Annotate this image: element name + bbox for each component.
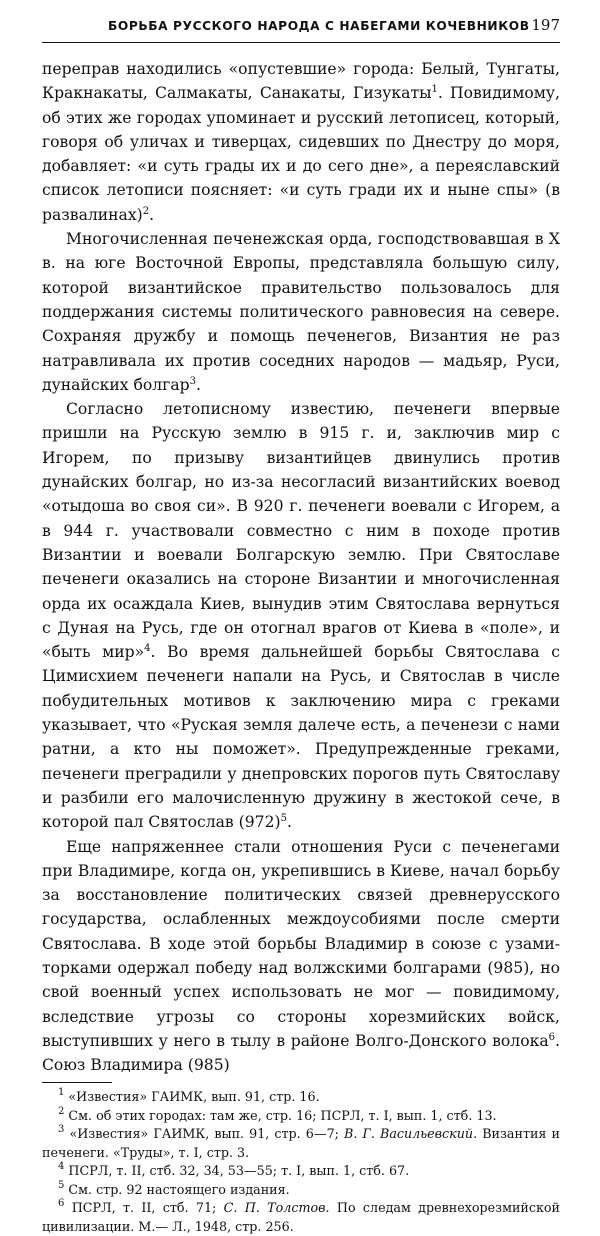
paragraph-text: . Повидимому, об этих же городах упоминает и русский летописец, который, говоря об уличах и тиверцах, сидевших по Днестру до моря, добавляет: «и суть грады их и до сего дне», а переяславский список летописи поясняет: «и суть гради их и ныне спы» (в развалинах) <box>42 84 560 224</box>
footnote-text: См. стр. 92 настоящего издания. <box>68 1181 290 1197</box>
paragraph-2 <box>42 227 560 397</box>
footnote-text: По следам древнехорезмийской цивилизации. М.— Л., 1948, стр. 256. <box>42 1200 560 1234</box>
footnote-2 <box>42 1107 560 1126</box>
footnote-rule <box>42 1082 112 1083</box>
footnote-number: 6 <box>58 1198 65 1210</box>
paragraph-text: . <box>286 813 292 832</box>
footnote-1 <box>42 1088 560 1107</box>
footnote-3 <box>42 1125 560 1162</box>
footnote-text: ПСРЛ, т. II, стб. 32, 34, 53—55; т. I, вып. 1, стб. 67. <box>68 1163 410 1179</box>
paragraph-3 <box>42 397 560 834</box>
paragraph-text: . <box>149 205 155 224</box>
footnote-number: 1 <box>58 1087 65 1099</box>
footnote-ref-3[interactable]: 3 <box>189 375 196 387</box>
footnote-number: 4 <box>58 1161 65 1173</box>
paragraph-4 <box>42 835 560 1078</box>
footnote-ref-5[interactable]: 5 <box>280 813 287 825</box>
main-text <box>42 57 560 1077</box>
footnote-text: См. об этих городах: там же, стр. 16; ПСРЛ, т. I, вып. 1, стб. 13. <box>68 1107 497 1123</box>
footnote-number: 2 <box>58 1105 65 1117</box>
paragraph-text: Многочисленная печенежская орда, господствовавшая в X в. на юге Восточной Европы, представляла большую силу, которой византийское правительство пользовалось для поддержания системы политического равновесия на севере. Сохраняя дружбу и помощь печенегов, Византия не раз натравливала их против соседних народов — мадьяр, Руси, дунайских болгар <box>42 230 560 394</box>
footnote-author: С. П. Толстов. <box>223 1200 330 1216</box>
footnote-ref-1[interactable]: 1 <box>431 84 438 96</box>
footnote-4 <box>42 1162 560 1181</box>
footnote-number: 3 <box>58 1124 65 1136</box>
footnote-5 <box>42 1181 560 1200</box>
footnotes <box>42 1088 560 1236</box>
footnote-6 <box>42 1199 560 1236</box>
footnote-ref-2[interactable]: 2 <box>142 205 150 217</box>
paragraph-text: Еще напряженнее стали отношения Руси с печенегами при Владимире, когда он, укрепившись в Киеве, начал борьбу за восстановление политических связей древнерусского государства, ослабленных междоусобиями после смерти Святослава. В ходе этой борьбы Владимир в союзе с узами-торками одержал победу над волжскими болгарами (985), но свой военный успех использовать не мог — повидимому, вследствие угрозы со стороны хорезмийских войск, выступивших у него в тылу в районе Волго-Донского волока <box>42 837 560 1050</box>
paragraph-text: . Во время дальнейшей борьбы Святослава с Цимисхием печенеги напали на Русь, и Святослав в числе побудительных мотивов к заключению мира с греками указывает, что «Руская земля далече есть, а печенези с нами ратни, а кто ны поможет». Предупрежденные греками, печенеги преградили у днепровских порогов путь Святославу и разбили его малочисленную дружину в жестокой сече, в которой пал Святослав (972) <box>42 643 560 832</box>
paragraph-1 <box>42 57 560 227</box>
page-number: 197 <box>531 16 560 34</box>
footnote-text: Византия и печенеги. «Труды», т. I, стр. 3. <box>42 1126 560 1160</box>
footnote-text: «Известия» ГАИМК, вып. 91, стр. 6—7; <box>69 1126 339 1142</box>
footnote-ref-6[interactable]: 6 <box>548 1031 556 1043</box>
header-rule <box>42 42 560 43</box>
footnote-number: 5 <box>58 1179 65 1191</box>
paragraph-text: . Союз Владимира (985) <box>42 1031 560 1075</box>
paragraph-text: Согласно летописному известию, печенеги впервые пришли на Русскую землю в 915 г. и, заключив мир с Игорем, по призыву византийцев двинулись против дунайских болгар, но из-за несогласий византийских воевод «отыдоша во своя си». В 920 г. печенеги воевали с Игорем, а в 944 г. участвовали совместно с ним в походе против Византии и воевали Болгарскую землю. При Святославе печенеги оказались на стороне Византии и многочисленная орда их осаждала Киев, вынудив этим Святослава вернуться с Дуная на Русь, где он отогнал врагов от Киева в «поле», и «быть мир» <box>42 400 560 662</box>
footnote-text: ПСРЛ, т. II, стб. 71; <box>71 1200 217 1216</box>
footnote-ref-4[interactable]: 4 <box>144 643 151 655</box>
paragraph-text: . <box>196 375 201 394</box>
paragraph-text: переправ находились «опустевшие» города: Белый, Тунгаты, Кракнакаты, Салмакаты, Санакаты, Гизукаты <box>42 60 560 103</box>
running-title: БОРЬБА РУССКОГО НАРОДА С НАБЕГАМИ КОЧЕВНИКОВ <box>108 19 530 33</box>
footnote-text: «Известия» ГАИМК, вып. 91, стр. 16. <box>68 1089 320 1105</box>
footnote-author: В. Г. Васильевский. <box>344 1126 478 1142</box>
running-header <box>42 16 560 38</box>
